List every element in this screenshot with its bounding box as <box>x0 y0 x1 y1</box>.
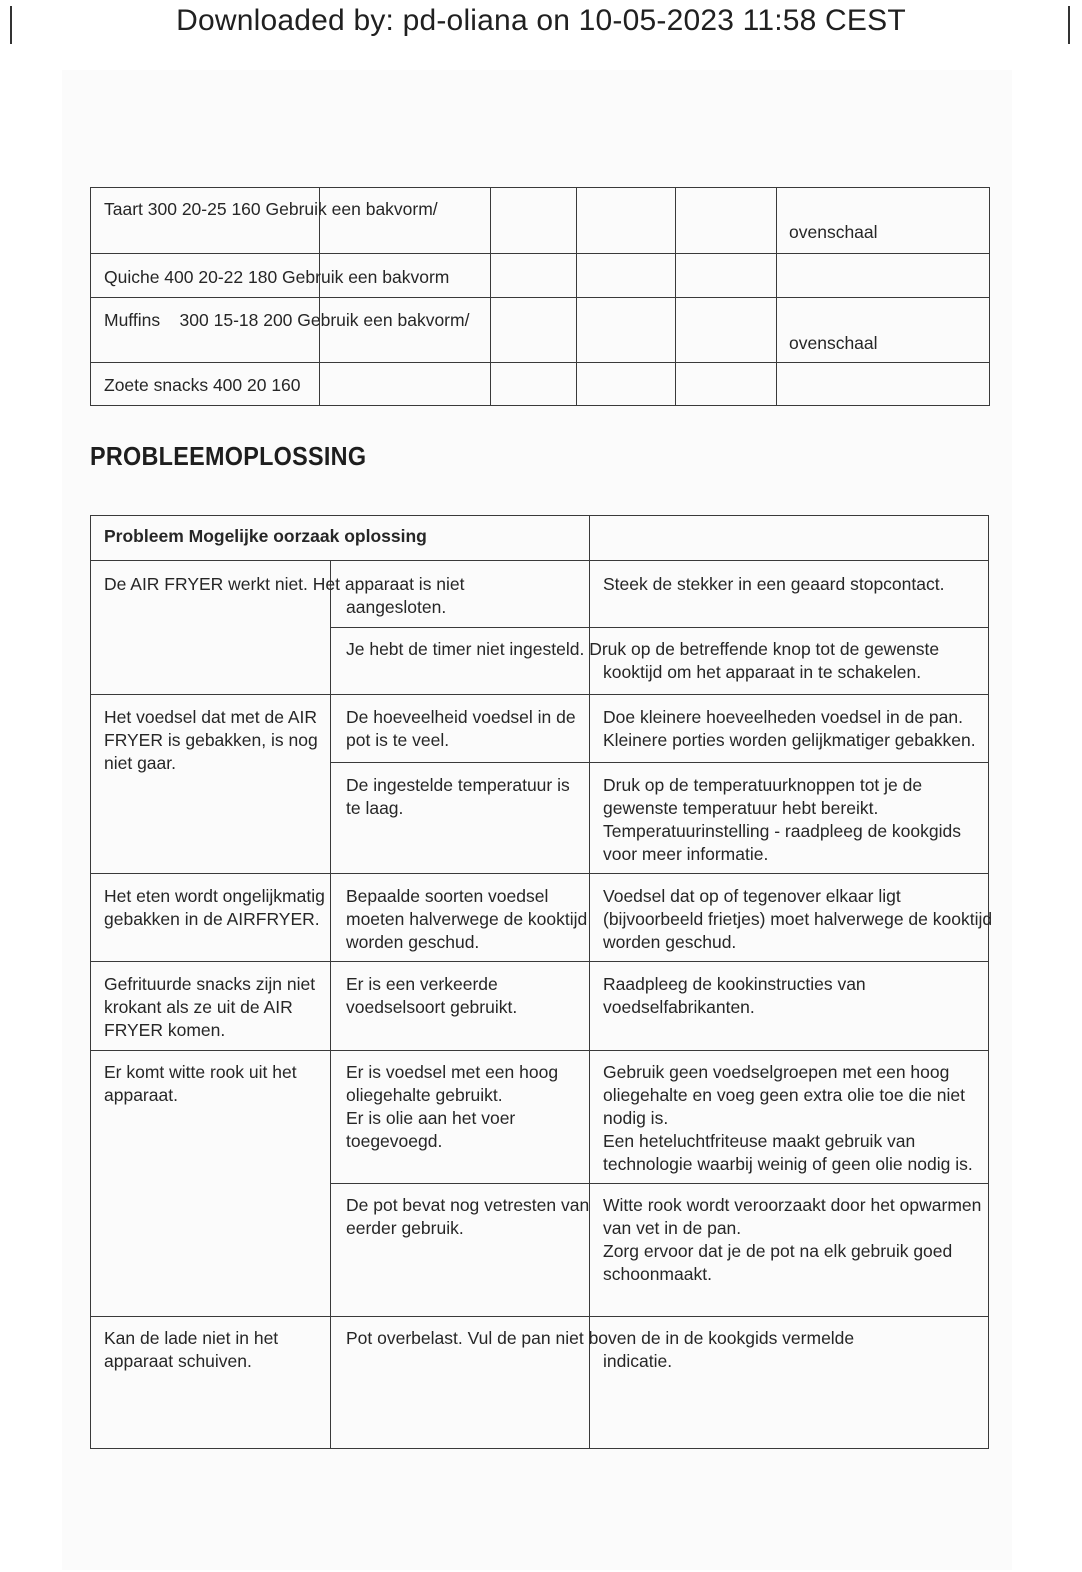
row-divider <box>90 1316 989 1317</box>
row-divider <box>91 362 989 363</box>
cause-cell: Bepaalde soorten voedsel moeten halverwege de kooktijd worden geschud. <box>346 886 588 952</box>
solution-cell: Gebruik geen voedselgroepen met een hoog oliegehalte en voeg geen extra olie toe die niet nodig is. Een heteluchtfriteuse maakt gebruik van technologie waarbij weinig of geen olie nodig is. <box>603 1062 973 1174</box>
problem-cell: Gefrituurde snacks zijn niet krokant als ze uit de AIR FRYER komen. <box>104 974 316 1040</box>
table-row: Quiche 400 20-22 180 Gebruik een bakvorm <box>104 267 450 287</box>
cause-cell: Er is een verkeerde voedselsoort gebruikt. <box>346 974 518 1017</box>
column-divider <box>675 188 676 405</box>
cause-solution-cell: Pot overbelast. Vul de pan niet boven de in de kookgids vermelde <box>346 1328 855 1348</box>
row-divider <box>91 297 989 298</box>
section-title: PROBLEEMOPLOSSING <box>90 441 367 471</box>
table-row: Taart 300 20-25 160 Gebruik een bakvorm/ <box>104 199 438 219</box>
table-row: Zoete snacks 400 20 160 <box>104 375 301 395</box>
right-margin-bar <box>1068 6 1070 44</box>
column-divider <box>576 188 577 405</box>
solution-cell: indicatie. <box>603 1351 673 1371</box>
solution-cell: Witte rook wordt veroorzaakt door het opwarmen van vet in de pan. Zorg ervoor dat je de pot na elk gebruik goed schoonmaakt. <box>603 1195 982 1284</box>
cause-solution-cell: Je hebt de timer niet ingesteld. Druk op de betreffende knop tot de gewenste <box>346 639 940 659</box>
cause-cell: De pot bevat nog vetresten van eerder gebruik. <box>346 1195 590 1238</box>
row-divider <box>330 627 989 628</box>
row-divider <box>90 961 989 962</box>
table-cell: ovenschaal <box>789 333 878 353</box>
column-divider <box>776 188 777 405</box>
solution-cell: Druk op de temperatuurknoppen tot je de gewenste temperatuur hebt bereikt. Temperatuurinstelling - raadpleeg de kookgids voor meer informatie. <box>603 775 961 864</box>
row-divider <box>90 694 989 695</box>
problem-cell: Het voedsel dat met de AIR FRYER is gebakken, is nog niet gaar. <box>104 707 318 773</box>
column-divider <box>330 560 331 1449</box>
cause-cell: De hoeveelheid voedsel in de pot is te veel. <box>346 707 576 750</box>
row-divider <box>330 1183 989 1184</box>
table-cell: ovenschaal <box>789 222 878 242</box>
solution-cell: Raadpleeg de kookinstructies van voedselfabrikanten. <box>603 974 866 1017</box>
row-divider <box>90 560 989 561</box>
column-divider <box>490 188 491 405</box>
row-divider <box>330 762 989 763</box>
table-header: Probleem Mogelijke oorzaak oplossing <box>104 526 427 546</box>
cause-cell: De ingestelde temperatuur is te laag. <box>346 775 570 818</box>
download-header <box>0 0 1082 48</box>
solution-cell: kooktijd om het apparaat in te schakelen. <box>603 662 922 682</box>
row-divider <box>90 873 989 874</box>
cause-cell: aangesloten. <box>346 597 447 617</box>
row-divider <box>90 1050 989 1051</box>
problem-cell: Er komt witte rook uit het apparaat. <box>104 1062 297 1105</box>
table-row: Muffins 300 15-18 200 Gebruik een bakvorm/ <box>104 310 470 330</box>
row-divider <box>91 253 989 254</box>
problem-cell: Kan de lade niet in het apparaat schuiven. <box>104 1328 279 1371</box>
solution-cell: Doe kleinere hoeveelheden voedsel in de pan. Kleinere porties worden gelijkmatiger gebakken. <box>603 707 976 750</box>
cause-cell: Er is voedsel met een hoog oliegehalte gebruikt. Er is olie aan het voer toegevoegd. <box>346 1062 559 1151</box>
solution-cell: Steek de stekker in een geaard stopcontact. <box>603 574 945 594</box>
problem-cell: De AIR FRYER werkt niet. Het apparaat is niet <box>104 574 465 594</box>
problem-cell: Het eten wordt ongelijkmatig gebakken in de AIRFRYER. <box>104 886 325 929</box>
solution-cell: Voedsel dat op of tegenover elkaar ligt (bijvoorbeeld frietjes) moet halverwege de kooktijd worden geschud. <box>603 886 993 952</box>
download-notice: Downloaded by: pd-oliana on 10-05-2023 11:58 CEST <box>176 4 906 37</box>
